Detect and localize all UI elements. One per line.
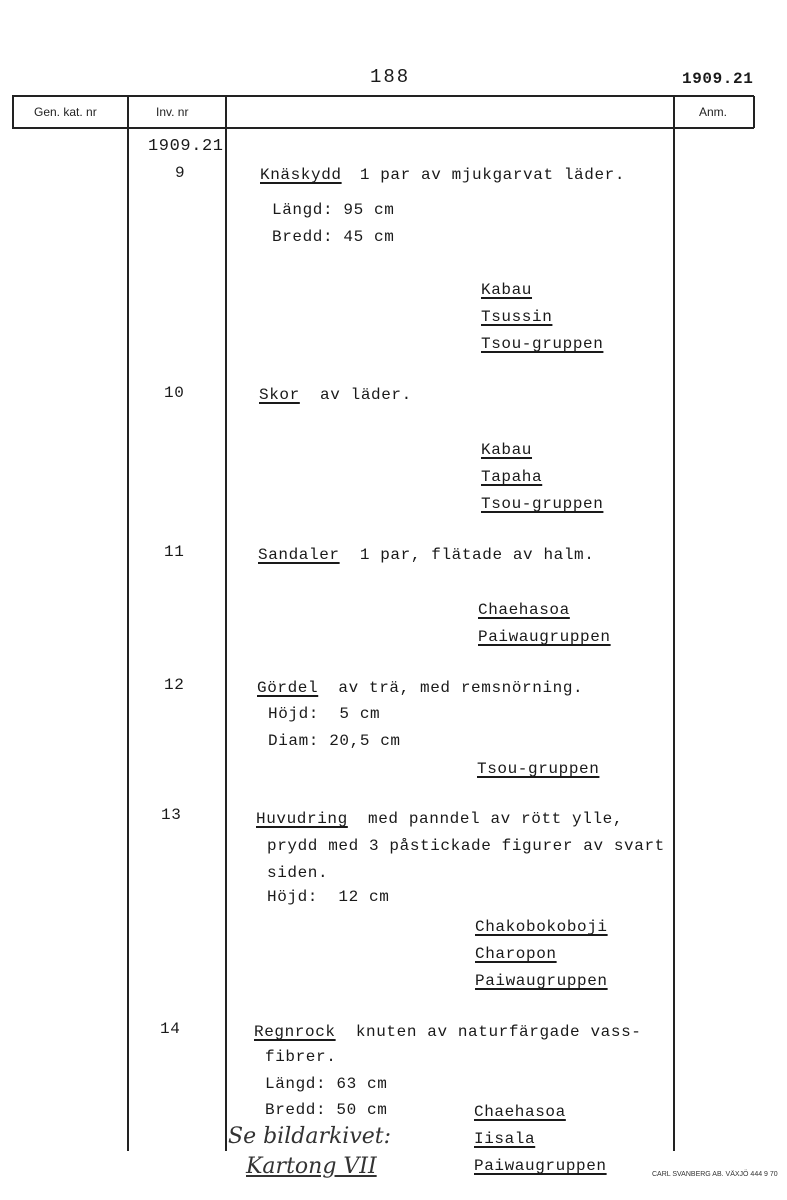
measure-line: Längd: 95 cm bbox=[272, 201, 395, 219]
column-divider-right-edge bbox=[753, 96, 755, 128]
measure-line: Bredd: 45 cm bbox=[272, 228, 395, 246]
entry-inv-number: 10 bbox=[164, 384, 185, 402]
entry-inv-number: 12 bbox=[164, 676, 185, 694]
origin-line: Paiwaugruppen bbox=[475, 972, 608, 990]
origin-line: Chakobokoboji bbox=[475, 918, 608, 936]
entry-inv-number: 14 bbox=[160, 1020, 181, 1038]
object-description: med panndel av rött ylle, bbox=[368, 810, 624, 828]
measure-line: Höjd: 5 cm bbox=[268, 705, 381, 723]
origin-line: Kabau bbox=[481, 441, 533, 459]
page-number: 188 bbox=[370, 66, 411, 88]
origin-line: Iisala bbox=[474, 1130, 536, 1148]
column-divider-gen-inv bbox=[127, 96, 129, 1151]
measure-line: siden. bbox=[267, 864, 329, 882]
object-description: 1 par, flätade av halm. bbox=[359, 546, 595, 564]
handwritten-note: Se bildarkivet: bbox=[228, 1124, 392, 1149]
entry-inv-number: 9 bbox=[175, 164, 186, 182]
catalog-number: 1909.21 bbox=[682, 70, 754, 88]
object-name: Sandaler bbox=[258, 546, 340, 564]
object-name: Regnrock bbox=[254, 1023, 336, 1041]
measure-line: prydd med 3 påstickade figurer av svart bbox=[267, 837, 665, 855]
inv-series-header: 1909.21 bbox=[148, 137, 224, 156]
entry-description bbox=[259, 386, 412, 404]
origin-line: Tsou-gruppen bbox=[481, 495, 604, 513]
measure-line: fibrer. bbox=[265, 1048, 337, 1066]
entry-description bbox=[257, 679, 583, 697]
printer-footer: CARL SVANBERG AB. VÄXJÖ 444 9 70 bbox=[652, 1171, 778, 1178]
column-divider-desc-anm bbox=[673, 96, 675, 1151]
object-name: Gördel bbox=[257, 679, 319, 697]
object-name: Knäskydd bbox=[260, 166, 342, 184]
entry-inv-number: 13 bbox=[161, 806, 182, 824]
column-divider-left-edge bbox=[12, 96, 14, 128]
handwritten-note: Kartong VII bbox=[246, 1154, 377, 1179]
measure-line: Höjd: 12 cm bbox=[267, 888, 390, 906]
origin-line: Paiwaugruppen bbox=[474, 1157, 607, 1175]
origin-line: Tsussin bbox=[481, 308, 553, 326]
origin-line: Kabau bbox=[481, 281, 533, 299]
object-name: Huvudring bbox=[256, 810, 348, 828]
origin-line: Charopon bbox=[475, 945, 557, 963]
measure-line: Diam: 20,5 cm bbox=[268, 732, 401, 750]
column-header-anm: Anm. bbox=[699, 105, 728, 119]
measure-line: Längd: 63 cm bbox=[265, 1075, 388, 1093]
object-description: av läder. bbox=[320, 386, 412, 404]
origin-line: Chaehasoa bbox=[474, 1103, 566, 1121]
object-description: av trä, med remsnörning. bbox=[338, 679, 584, 697]
measure-line: Bredd: 50 cm bbox=[265, 1101, 388, 1119]
header-bottom-rule bbox=[12, 127, 754, 129]
column-header-gen-kat: Gen. kat. nr bbox=[34, 105, 97, 119]
origin-line: Tsou-gruppen bbox=[481, 335, 604, 353]
object-description: 1 par av mjukgarvat läder. bbox=[359, 166, 626, 184]
entry-description bbox=[254, 1023, 641, 1041]
origin-line: Tsou-gruppen bbox=[477, 760, 600, 778]
column-divider-inv-desc bbox=[225, 96, 227, 1151]
entry-description bbox=[260, 166, 625, 184]
header-top-rule bbox=[12, 95, 754, 97]
entry-description bbox=[256, 810, 623, 828]
entry-inv-number: 11 bbox=[164, 543, 185, 561]
origin-line: Tapaha bbox=[481, 468, 543, 486]
entry-description bbox=[258, 546, 594, 564]
origin-line: Chaehasoa bbox=[478, 601, 570, 619]
object-description: knuten av naturfärgade vass- bbox=[355, 1023, 642, 1041]
origin-line: Paiwaugruppen bbox=[478, 628, 611, 646]
column-header-inv: Inv. nr bbox=[156, 105, 189, 119]
object-name: Skor bbox=[259, 386, 300, 404]
